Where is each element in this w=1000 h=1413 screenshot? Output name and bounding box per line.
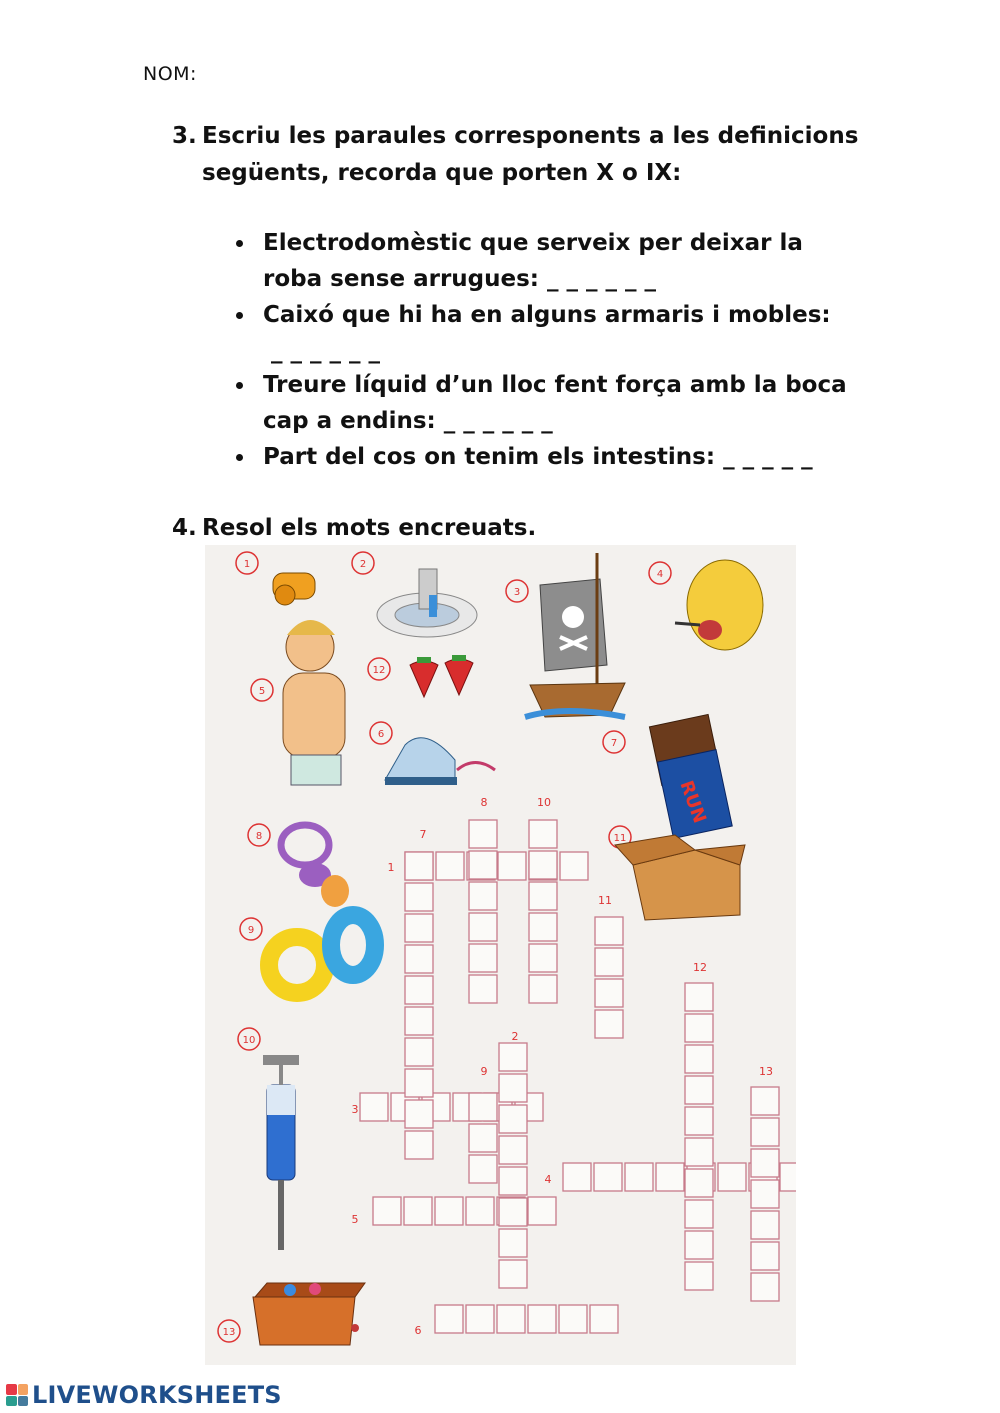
crossword-cell[interactable]	[529, 882, 557, 910]
clue-number: 10	[537, 796, 551, 809]
clue-number: 7	[419, 828, 427, 841]
picture-number: 2	[359, 559, 367, 570]
crossword-cell[interactable]	[685, 983, 713, 1011]
picture-number: 5	[258, 686, 266, 697]
definition-text: cap a endins: _ _ _ _ _ _	[263, 408, 553, 434]
crossword-cell[interactable]	[751, 1273, 779, 1301]
crossword-cell[interactable]	[529, 975, 557, 1003]
definition-item	[232, 225, 856, 297]
crossword-cell[interactable]	[718, 1163, 746, 1191]
crossword-cell[interactable]	[559, 1305, 587, 1333]
clue-number: 8	[480, 796, 488, 809]
crossword-cell[interactable]	[780, 1163, 796, 1191]
crossword-cell[interactable]	[404, 1197, 432, 1225]
crossword-cell[interactable]	[499, 1229, 527, 1257]
picture-number: 13	[222, 1327, 236, 1338]
crossword-cell[interactable]	[751, 1087, 779, 1115]
picture-number: 3	[513, 587, 521, 598]
crossword-cell[interactable]	[751, 1149, 779, 1177]
boy-icon	[283, 620, 345, 785]
crossword-cell[interactable]	[405, 1100, 433, 1128]
crossword-cell[interactable]	[405, 1069, 433, 1097]
crossword-cell[interactable]	[528, 1197, 556, 1225]
clue-number: 13	[759, 1065, 773, 1078]
definition-text: Treure líquid d’un lloc fent força amb la boca	[263, 372, 847, 398]
crossword-cell[interactable]	[560, 852, 588, 880]
whistle-icon	[273, 573, 315, 605]
crossword-cell[interactable]	[529, 944, 557, 972]
crossword-cell[interactable]	[529, 913, 557, 941]
crossword-cell[interactable]	[469, 882, 497, 910]
clue-number: 6	[414, 1324, 422, 1337]
crossword-cell[interactable]	[466, 1305, 494, 1333]
definition-item	[232, 367, 856, 439]
crossword-cell[interactable]	[499, 1105, 527, 1133]
crossword-cell[interactable]	[529, 820, 557, 848]
crossword-cell[interactable]	[685, 1200, 713, 1228]
crossword-cell[interactable]	[685, 1262, 713, 1290]
crossword-cell[interactable]	[595, 948, 623, 976]
crossword-cell[interactable]	[751, 1118, 779, 1146]
crossword-cell[interactable]	[685, 1045, 713, 1073]
crossword-cell[interactable]	[595, 917, 623, 945]
crossword-cell[interactable]	[595, 1010, 623, 1038]
crossword-cell[interactable]	[360, 1093, 388, 1121]
crossword-cell[interactable]	[469, 820, 497, 848]
crossword-cell[interactable]	[499, 1043, 527, 1071]
syringe-icon	[263, 1055, 299, 1250]
crossword-cell[interactable]	[685, 1169, 713, 1197]
crossword-cell[interactable]	[466, 1197, 494, 1225]
crossword-cell[interactable]	[405, 976, 433, 1004]
crossword-cell[interactable]	[563, 1163, 591, 1191]
pirate-ship-icon	[525, 553, 625, 717]
question-4-title	[172, 510, 862, 547]
crossword-cell[interactable]	[499, 1136, 527, 1164]
clue-number: 4	[544, 1173, 552, 1186]
clue-number: 11	[598, 894, 612, 907]
definition-item	[232, 439, 856, 475]
crossword-cell[interactable]	[469, 975, 497, 1003]
clue-number: 3	[351, 1103, 359, 1116]
crossword-cell[interactable]	[373, 1197, 401, 1225]
crossword-cell[interactable]	[405, 914, 433, 942]
clue-number: 9	[480, 1065, 488, 1078]
crossword-cell[interactable]	[469, 1124, 497, 1152]
picture-number: 11	[613, 833, 627, 844]
liveworksheets-logo-icon	[6, 1384, 28, 1406]
crossword-cell[interactable]	[590, 1305, 618, 1333]
crossword-cell[interactable]	[405, 1007, 433, 1035]
clue-number: 1	[387, 861, 395, 874]
crossword-cell[interactable]	[499, 1167, 527, 1195]
face-icon	[675, 560, 763, 650]
crossword-cell[interactable]	[751, 1211, 779, 1239]
chocolate-bar-icon	[649, 714, 732, 838]
crossword-cell[interactable]	[499, 1074, 527, 1102]
crossword-cell[interactable]	[405, 945, 433, 973]
crossword-cell[interactable]	[625, 1163, 653, 1191]
answer-blank[interactable]: _ _ _ _ _ _	[271, 338, 381, 364]
crossword-cell[interactable]	[436, 852, 464, 880]
crossword-cell[interactable]	[685, 1107, 713, 1135]
crossword-cell[interactable]	[499, 1260, 527, 1288]
crossword-cell[interactable]	[469, 1155, 497, 1183]
crossword-cell[interactable]	[497, 1305, 525, 1333]
picture-number: 8	[255, 831, 263, 842]
question-4-text: Resol els mots encreuats.	[202, 515, 537, 541]
crossword-cell[interactable]	[685, 1138, 713, 1166]
crossword-cell[interactable]	[469, 851, 497, 879]
brand-name: LIVEWORKSHEETS	[32, 1381, 282, 1409]
question-4-number: 4.	[172, 515, 197, 541]
crossword-cell[interactable]	[528, 1305, 556, 1333]
iron-icon	[385, 738, 495, 785]
picture-number: 9	[247, 925, 255, 936]
crossword-puzzle-image	[205, 545, 796, 1365]
crossword-cell[interactable]	[498, 852, 526, 880]
crossword-cell[interactable]	[685, 1231, 713, 1259]
question-3-line-1: Escriu les paraules corresponents a les definicions	[202, 123, 859, 149]
picture-number: 1	[243, 559, 251, 570]
picture-number: 6	[377, 729, 385, 740]
definition-text: Electrodomèstic que serveix per deixar la	[263, 230, 803, 256]
crossword-cell[interactable]	[435, 1197, 463, 1225]
crossword-cell[interactable]	[685, 1076, 713, 1104]
clue-number: 12	[693, 961, 707, 974]
crossword-cell[interactable]	[405, 1131, 433, 1159]
crossword-cell[interactable]	[595, 979, 623, 1007]
sink-icon	[377, 569, 477, 637]
number-sixty-icon	[269, 915, 375, 993]
clue-number: 2	[511, 1030, 519, 1043]
crossword-cell[interactable]	[529, 851, 557, 879]
crossword-cell[interactable]	[405, 883, 433, 911]
crossword-cell[interactable]	[656, 1163, 684, 1191]
crossword-cell[interactable]	[435, 1305, 463, 1333]
pacifier-icon	[281, 825, 349, 907]
picture-number: 10	[242, 1035, 256, 1046]
crossword-cell[interactable]	[469, 913, 497, 941]
crossword-cell[interactable]	[751, 1180, 779, 1208]
crossword-cell[interactable]	[594, 1163, 622, 1191]
crossword-cell[interactable]	[685, 1014, 713, 1042]
cardboard-box-icon	[615, 835, 745, 920]
picture-number: 7	[610, 738, 618, 749]
definition-text: roba sense arrugues: _ _ _ _ _ _	[263, 266, 657, 292]
clue-number: 5	[351, 1213, 359, 1226]
crossword-illustration	[205, 545, 796, 1365]
picture-number: 12	[372, 665, 386, 676]
crossword-cell[interactable]	[469, 1093, 497, 1121]
crossword-cell[interactable]	[405, 852, 433, 880]
crossword-cell[interactable]	[469, 944, 497, 972]
picture-number: 4	[656, 569, 664, 580]
drawer-icon	[253, 1283, 365, 1345]
name-label: NOM:	[143, 63, 197, 85]
definition-text: Caixó que hi ha en alguns armaris i mobles:	[263, 302, 831, 328]
definition-item	[232, 297, 856, 367]
crossword-cell[interactable]	[751, 1242, 779, 1270]
crossword-cell[interactable]	[405, 1038, 433, 1066]
crossword-cell[interactable]	[499, 1198, 527, 1226]
definition-text: Part del cos on tenim els intestins: _ _ _ _ _	[263, 444, 813, 470]
footer-brand	[6, 1380, 282, 1410]
question-3-title	[172, 118, 862, 192]
question-3-number: 3.	[172, 123, 197, 149]
chocolate-wrapper-text: RUN	[675, 777, 711, 827]
definitions-list	[232, 225, 856, 475]
question-3-line-2: següents, recorda que porten X o IX:	[202, 160, 682, 186]
strawberries-icon	[410, 655, 473, 697]
